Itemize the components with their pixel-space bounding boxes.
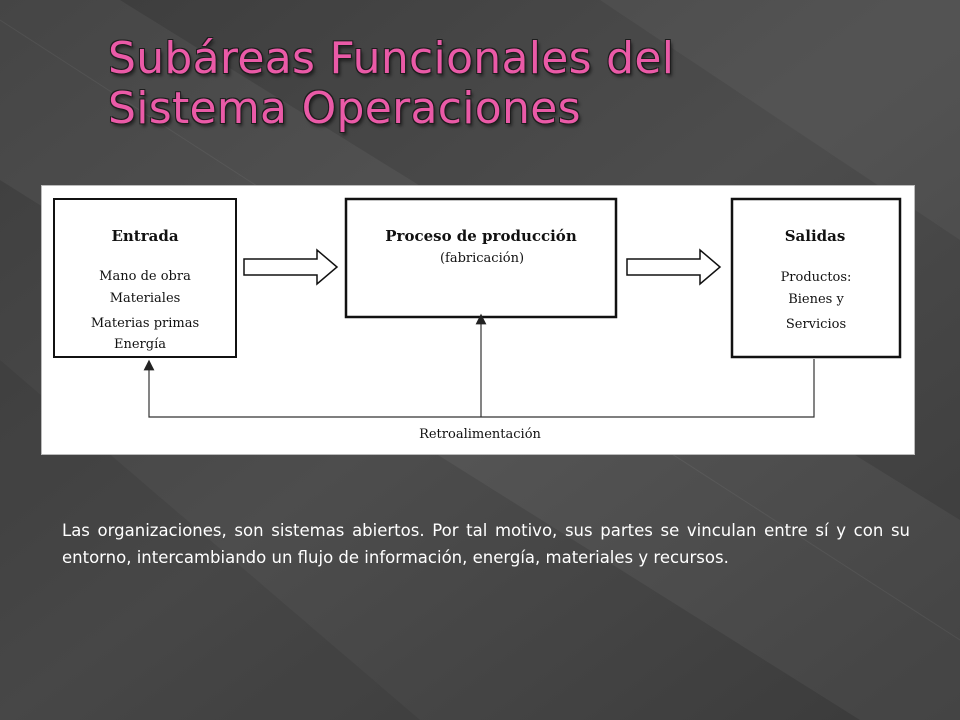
proceso-subtitle: (fabricación) — [439, 251, 525, 266]
entrada-title: Entrada — [111, 227, 179, 245]
entrada-box — [54, 199, 241, 362]
salidas-item: Bienes y — [788, 292, 844, 307]
hollow-arrow-icon — [627, 250, 720, 284]
feedback-label: Retroalimentación — [419, 427, 541, 442]
feedback-loop — [149, 319, 814, 417]
title-line-1: Subáreas Funcionales del — [108, 33, 675, 84]
entrada-item: Mano de obra — [99, 269, 191, 284]
hollow-arrow-icon — [244, 250, 337, 284]
salidas-title: Salidas — [784, 227, 846, 245]
entrada-item: Materiales — [109, 291, 181, 306]
salidas-item: Servicios — [785, 317, 847, 332]
title-line-2: Sistema Operaciones — [108, 83, 581, 134]
body-paragraph: Las organizaciones, son sistemas abiertos. Por tal motivo, sus partes se vinculan entre sí y con su entorno, intercambiando un flujo de información, energía, materiales y recursos. — [62, 521, 910, 567]
slide-title — [108, 34, 908, 134]
production-system-diagram — [41, 185, 915, 455]
salidas-box — [732, 199, 900, 357]
proceso-title: Proceso de producción — [385, 227, 577, 245]
entrada-item: Energía — [114, 337, 166, 352]
proceso-box — [346, 199, 616, 317]
salidas-item: Productos: — [780, 270, 852, 285]
entrada-item: Materias primas — [90, 316, 200, 331]
